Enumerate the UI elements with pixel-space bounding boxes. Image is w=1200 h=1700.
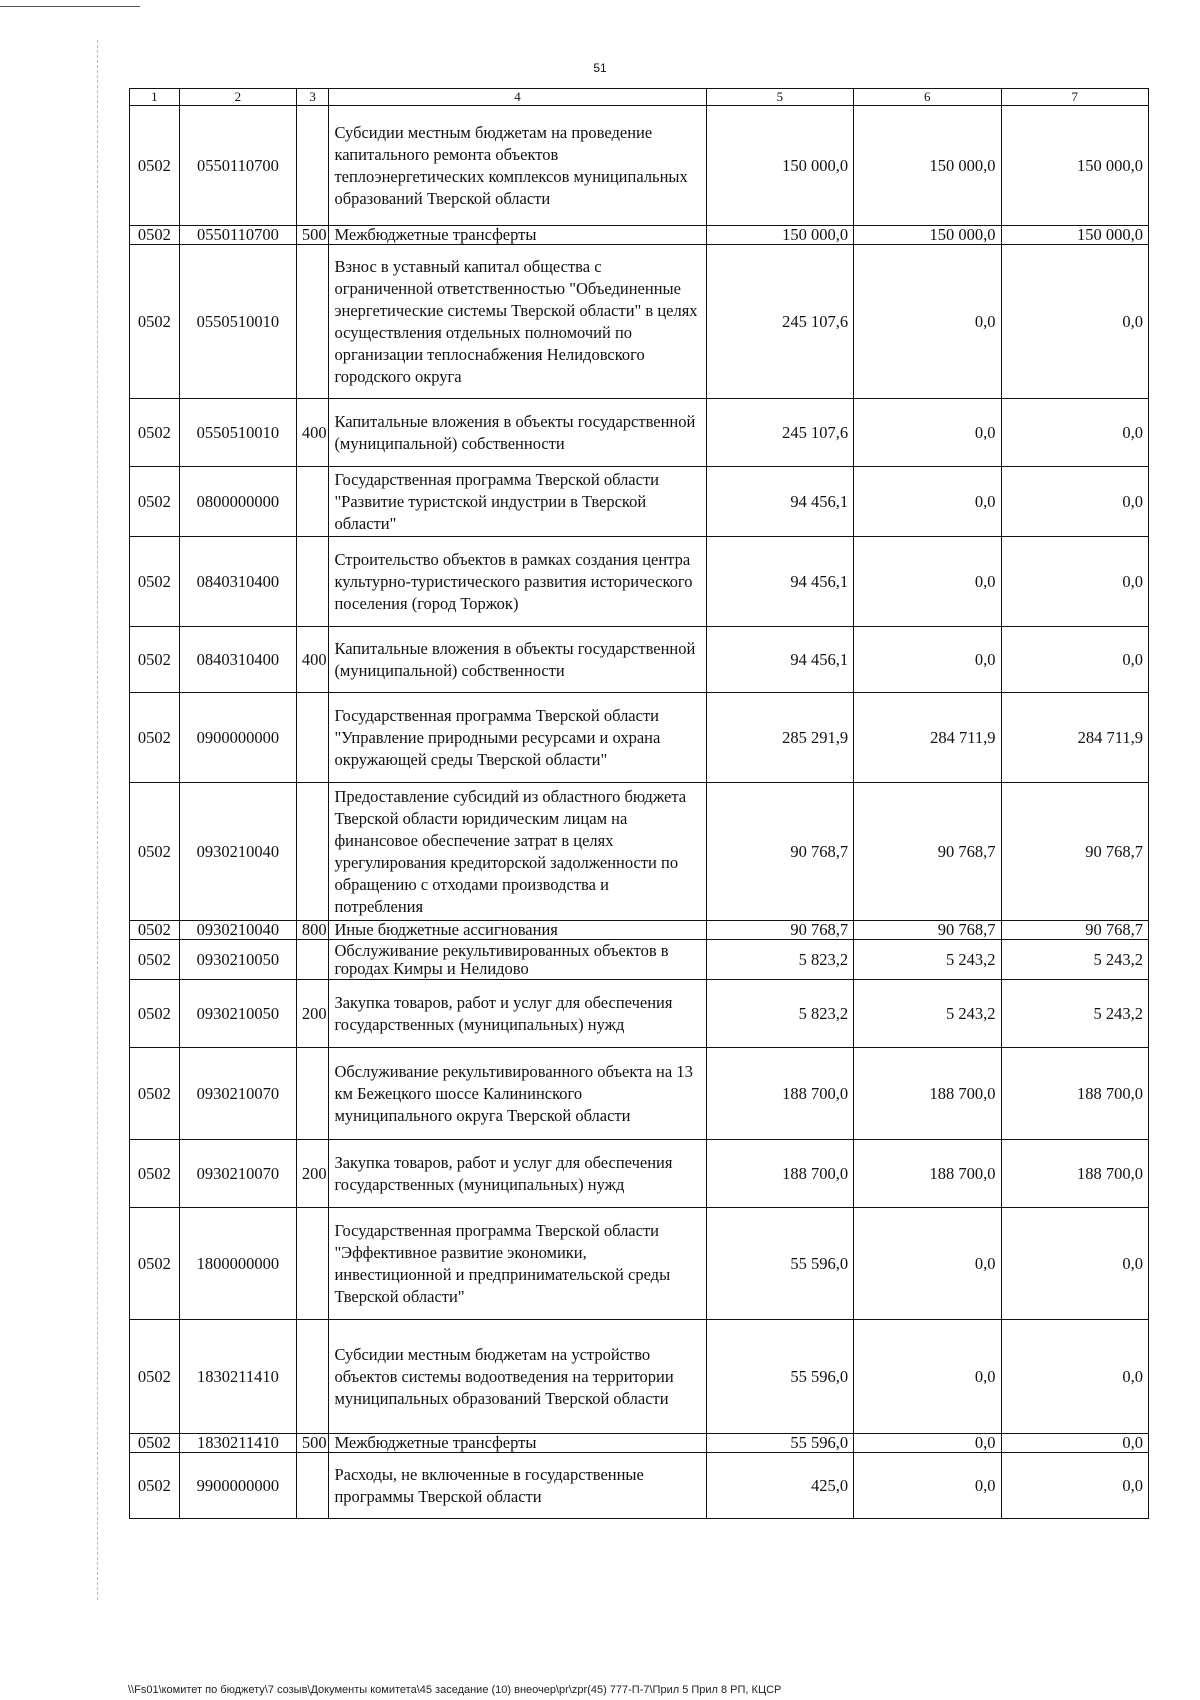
amount-year-3: 0,0 <box>1001 1208 1148 1320</box>
item-name: Субсидии местным бюджетам на устройство объектов системы водоотведения на территории муниципальных образований Тверской области <box>329 1320 706 1434</box>
table-row <box>130 627 1149 693</box>
amount-year-3: 0,0 <box>1001 1434 1148 1453</box>
amount-year-1: 5 823,2 <box>706 940 853 980</box>
item-name: Закупка товаров, работ и услуг для обеспечения государственных (муниципальных) нужд <box>329 980 706 1048</box>
target-article-code: 0840310400 <box>179 537 296 627</box>
amount-year-2: 0,0 <box>854 1320 1001 1434</box>
amount-year-3: 0,0 <box>1001 467 1148 537</box>
item-name: Строительство объектов в рамках создания центра культурно-туристического развития исторического поселения (город Торжок) <box>329 537 706 627</box>
expense-type-code: 800 <box>296 921 329 940</box>
table-row <box>130 245 1149 399</box>
amount-year-1: 285 291,9 <box>706 693 853 783</box>
section-code: 0502 <box>130 921 180 940</box>
amount-year-3: 150 000,0 <box>1001 106 1148 226</box>
section-code: 0502 <box>130 693 180 783</box>
table-row <box>130 1208 1149 1320</box>
table-row <box>130 467 1149 537</box>
table-row <box>130 106 1149 226</box>
amount-year-3: 0,0 <box>1001 627 1148 693</box>
expense-type-code: 400 <box>296 627 329 693</box>
table-row <box>130 940 1149 980</box>
amount-year-1: 55 596,0 <box>706 1320 853 1434</box>
budget-table <box>129 88 1149 1519</box>
section-code: 0502 <box>130 980 180 1048</box>
header-cell: 5 <box>706 89 853 106</box>
item-name: Закупка товаров, работ и услуг для обеспечения государственных (муниципальных) нужд <box>329 1140 706 1208</box>
table-row <box>130 1048 1149 1140</box>
amount-year-1: 94 456,1 <box>706 467 853 537</box>
expense-type-code: 400 <box>296 399 329 467</box>
section-code: 0502 <box>130 1048 180 1140</box>
target-article-code: 0800000000 <box>179 467 296 537</box>
target-article-code: 0900000000 <box>179 693 296 783</box>
amount-year-3: 5 243,2 <box>1001 940 1148 980</box>
amount-year-3: 188 700,0 <box>1001 1140 1148 1208</box>
amount-year-3: 0,0 <box>1001 1320 1148 1434</box>
section-code: 0502 <box>130 940 180 980</box>
amount-year-2: 150 000,0 <box>854 226 1001 245</box>
section-code: 0502 <box>130 245 180 399</box>
section-code: 0502 <box>130 627 180 693</box>
amount-year-1: 90 768,7 <box>706 783 853 921</box>
amount-year-2: 0,0 <box>854 627 1001 693</box>
amount-year-3: 188 700,0 <box>1001 1048 1148 1140</box>
target-article-code: 0550510010 <box>179 245 296 399</box>
amount-year-1: 150 000,0 <box>706 226 853 245</box>
amount-year-2: 0,0 <box>854 1208 1001 1320</box>
target-article-code: 1800000000 <box>179 1208 296 1320</box>
amount-year-3: 90 768,7 <box>1001 921 1148 940</box>
amount-year-1: 55 596,0 <box>706 1434 853 1453</box>
header-cell: 4 <box>329 89 706 106</box>
item-name: Предоставление субсидий из областного бюджета Тверской области юридическим лицам на финансовое обеспечение затрат в целях урегулирования кредиторской задолженности по обращению с отходами производства и потребления <box>329 783 706 921</box>
item-name: Межбюджетные трансферты <box>329 1434 706 1453</box>
amount-year-3: 90 768,7 <box>1001 783 1148 921</box>
target-article-code: 0930210050 <box>179 980 296 1048</box>
amount-year-2: 0,0 <box>854 467 1001 537</box>
item-name: Государственная программа Тверской области "Развитие туристской индустрии в Тверской области" <box>329 467 706 537</box>
target-article-code: 0930210070 <box>179 1048 296 1140</box>
target-article-code: 0930210040 <box>179 783 296 921</box>
item-name: Взнос в уставный капитал общества с ограниченной ответственностью "Объединенные энергетические системы Тверской области" в целях осуществления отдельных полномочий по организации теплоснабжения Нелидовского городского округа <box>329 245 706 399</box>
amount-year-1: 188 700,0 <box>706 1140 853 1208</box>
section-code: 0502 <box>130 467 180 537</box>
expense-type-code <box>296 693 329 783</box>
expense-type-code <box>296 537 329 627</box>
section-code: 0502 <box>130 783 180 921</box>
amount-year-2: 0,0 <box>854 399 1001 467</box>
amount-year-2: 5 243,2 <box>854 980 1001 1048</box>
section-code: 0502 <box>130 537 180 627</box>
table-row <box>130 783 1149 921</box>
table-row <box>130 537 1149 627</box>
expense-type-code: 200 <box>296 1140 329 1208</box>
item-name: Субсидии местным бюджетам на проведение капитального ремонта объектов теплоэнергетических комплексов муниципальных образований Тверской области <box>329 106 706 226</box>
section-code: 0502 <box>130 1208 180 1320</box>
table-row <box>130 226 1149 245</box>
binding-margin-marks <box>97 40 100 1600</box>
amount-year-3: 0,0 <box>1001 1453 1148 1519</box>
scan-top-line <box>0 6 140 7</box>
target-article-code: 0930210050 <box>179 940 296 980</box>
expense-type-code <box>296 106 329 226</box>
target-article-code: 0930210070 <box>179 1140 296 1208</box>
item-name: Государственная программа Тверской области "Управление природными ресурсами и охрана окружающей среды Тверской области" <box>329 693 706 783</box>
amount-year-3: 5 243,2 <box>1001 980 1148 1048</box>
amount-year-2: 0,0 <box>854 1434 1001 1453</box>
target-article-code: 0550110700 <box>179 106 296 226</box>
amount-year-1: 94 456,1 <box>706 537 853 627</box>
target-article-code: 0840310400 <box>179 627 296 693</box>
item-name: Государственная программа Тверской области "Эффективное развитие экономики, инвестиционной и предпринимательской среды Тверской области" <box>329 1208 706 1320</box>
expense-type-code <box>296 1208 329 1320</box>
item-name: Капитальные вложения в объекты государственной (муниципальной) собственности <box>329 399 706 467</box>
amount-year-3: 150 000,0 <box>1001 226 1148 245</box>
target-article-code: 1830211410 <box>179 1434 296 1453</box>
table-row <box>130 693 1149 783</box>
item-name: Капитальные вложения в объекты государственной (муниципальной) собственности <box>329 627 706 693</box>
expense-type-code <box>296 467 329 537</box>
item-name: Межбюджетные трансферты <box>329 226 706 245</box>
table-row <box>130 1320 1149 1434</box>
target-article-code: 1830211410 <box>179 1320 296 1434</box>
section-code: 0502 <box>130 1434 180 1453</box>
amount-year-1: 245 107,6 <box>706 399 853 467</box>
table-row <box>130 1140 1149 1208</box>
header-cell: 3 <box>296 89 329 106</box>
amount-year-2: 188 700,0 <box>854 1048 1001 1140</box>
header-cell: 1 <box>130 89 180 106</box>
amount-year-2: 0,0 <box>854 537 1001 627</box>
amount-year-3: 0,0 <box>1001 399 1148 467</box>
target-article-code: 0550510010 <box>179 399 296 467</box>
header-cell: 2 <box>179 89 296 106</box>
expense-type-code: 500 <box>296 226 329 245</box>
expense-type-code <box>296 783 329 921</box>
section-code: 0502 <box>130 1140 180 1208</box>
expense-type-code: 200 <box>296 980 329 1048</box>
amount-year-1: 94 456,1 <box>706 627 853 693</box>
item-name: Обслуживание рекультивированного объекта на 13 км Бежецкого шоссе Калининского муниципального округа Тверской области <box>329 1048 706 1140</box>
amount-year-1: 188 700,0 <box>706 1048 853 1140</box>
amount-year-2: 90 768,7 <box>854 921 1001 940</box>
amount-year-2: 90 768,7 <box>854 783 1001 921</box>
amount-year-2: 0,0 <box>854 1453 1001 1519</box>
table-row <box>130 1434 1149 1453</box>
item-name: Иные бюджетные ассигнования <box>329 921 706 940</box>
table-row <box>130 921 1149 940</box>
expense-type-code <box>296 1453 329 1519</box>
header-cell: 7 <box>1001 89 1148 106</box>
section-code: 0502 <box>130 106 180 226</box>
amount-year-3: 0,0 <box>1001 245 1148 399</box>
amount-year-2: 5 243,2 <box>854 940 1001 980</box>
expense-type-code <box>296 1048 329 1140</box>
amount-year-1: 245 107,6 <box>706 245 853 399</box>
section-code: 0502 <box>130 399 180 467</box>
table-row <box>130 399 1149 467</box>
table-row <box>130 1453 1149 1519</box>
section-code: 0502 <box>130 1320 180 1434</box>
header-row <box>130 89 1149 106</box>
section-code: 0502 <box>130 1453 180 1519</box>
amount-year-1: 5 823,2 <box>706 980 853 1048</box>
section-code: 0502 <box>130 226 180 245</box>
expense-type-code <box>296 1320 329 1434</box>
item-name: Расходы, не включенные в государственные программы Тверской области <box>329 1453 706 1519</box>
footer-file-path: \\Fs01\комитет по бюджету\7 созыв\Документы комитета\45 заседание (10) внеочер\pr\zpr(45) 777-П-7\Прил 5 Прил 8 РП, КЦСР <box>128 1684 782 1696</box>
amount-year-2: 150 000,0 <box>854 106 1001 226</box>
amount-year-1: 90 768,7 <box>706 921 853 940</box>
amount-year-1: 150 000,0 <box>706 106 853 226</box>
amount-year-1: 425,0 <box>706 1453 853 1519</box>
item-name: Обслуживание рекультивированных объектов в городах Кимры и Нелидово <box>329 940 706 980</box>
expense-type-code <box>296 245 329 399</box>
amount-year-2: 0,0 <box>854 245 1001 399</box>
amount-year-2: 284 711,9 <box>854 693 1001 783</box>
target-article-code: 9900000000 <box>179 1453 296 1519</box>
header-cell: 6 <box>854 89 1001 106</box>
target-article-code: 0930210040 <box>179 921 296 940</box>
amount-year-1: 55 596,0 <box>706 1208 853 1320</box>
expense-type-code: 500 <box>296 1434 329 1453</box>
amount-year-3: 284 711,9 <box>1001 693 1148 783</box>
amount-year-3: 0,0 <box>1001 537 1148 627</box>
page-number: 51 <box>593 61 607 75</box>
amount-year-2: 188 700,0 <box>854 1140 1001 1208</box>
expense-type-code <box>296 940 329 980</box>
table-row <box>130 980 1149 1048</box>
target-article-code: 0550110700 <box>179 226 296 245</box>
